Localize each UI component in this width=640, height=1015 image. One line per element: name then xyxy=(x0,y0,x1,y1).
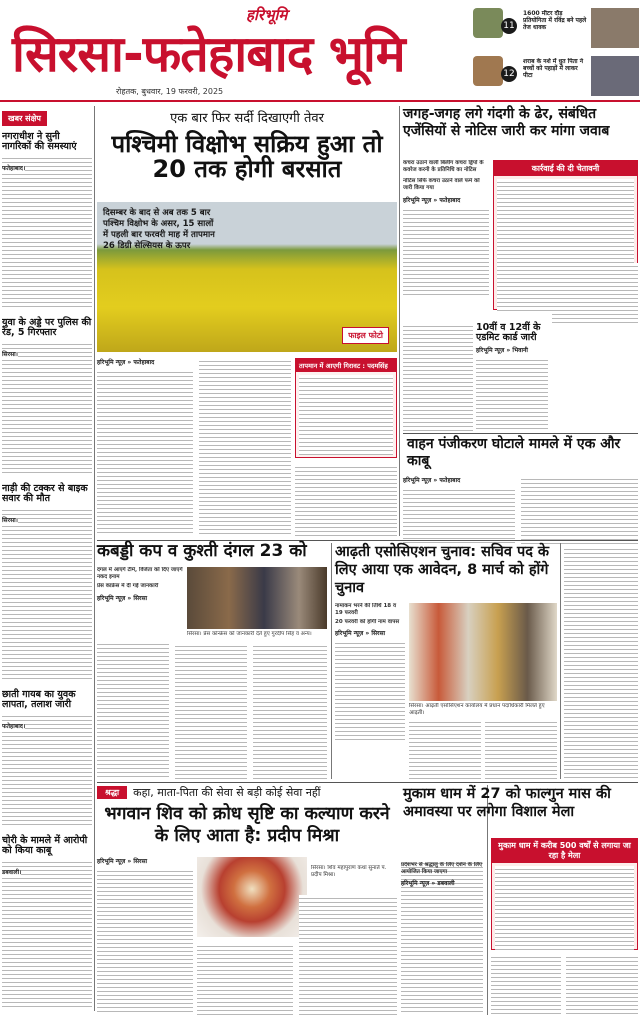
teaser-text: शराब के नशे में धुत पिता ने बच्चों को पहाड़ों में लाकर पीटा xyxy=(523,58,584,79)
aadhti-left xyxy=(335,603,405,773)
notice-headline: जगह-जगह लगे गंदगी के ढेर, संबंधित एजेंसियों से नोटिस जारी कर मांगा जवाब xyxy=(403,106,610,139)
vehicle-byline: हरिभूमि न्यूज़ » फतेहाबाद xyxy=(403,477,461,484)
mela-body-2 xyxy=(491,954,561,1015)
brief-location: फतेहाबाद। xyxy=(2,722,26,730)
brief-headline: चोरी के मामले में आरोपी को किया काबू xyxy=(2,834,88,856)
notice-left-col xyxy=(403,160,489,320)
kabaddi-headline: कबड्डी कप व कुश्ती दंगल 23 को xyxy=(97,541,307,561)
exam-headline: 10वीं व 12वीं के एडमिट कार्ड जारी xyxy=(476,322,541,343)
temp-box-title: तापमान में आएगी गिरावट : पदमसिंह xyxy=(296,359,396,372)
shiv-kicker-row xyxy=(97,785,397,800)
aadhti-caption: सिरसा। आढ़ती एसोसिएशन कार्यालय में प्रधान पदाधिकारी मिलते हुए आढ़ती। xyxy=(409,703,545,716)
aadhti-bullet: नामांकन भरने की तिथि 18 व 19 फरवरी xyxy=(335,603,397,616)
sidebar-label: खबर संक्षेप xyxy=(2,111,47,126)
teaser-2[interactable] xyxy=(473,56,640,98)
body-text xyxy=(476,357,548,429)
brief-location: फतेहाबाद। xyxy=(2,164,26,172)
brief-body xyxy=(2,155,92,310)
vehicle-story-continued xyxy=(564,546,638,778)
lead-kicker: एक बार फिर सर्दी दिखाएगी तेवर xyxy=(170,111,324,126)
lead-body-right xyxy=(295,464,397,536)
aadhti-body-2 xyxy=(409,719,481,780)
body-text xyxy=(97,868,193,1013)
exam-brief xyxy=(476,323,548,433)
body-text xyxy=(403,487,515,545)
action-box-continued xyxy=(552,263,638,323)
teaser-1[interactable] xyxy=(473,8,640,50)
aadhti-byline: हरिभूमि न्यूज़ » सिरसा xyxy=(335,630,386,637)
temperature-box xyxy=(295,358,397,458)
lead-story xyxy=(97,106,397,536)
shiv-body-3 xyxy=(299,895,397,1015)
brief-headline: छाती गायब का युवक लापता, तलाश जारी xyxy=(2,688,76,710)
brief-body xyxy=(2,507,92,682)
brief-body xyxy=(2,341,92,476)
kabaddi-photo xyxy=(187,567,327,629)
vehicle-col-2 xyxy=(521,476,638,546)
shiv-story xyxy=(97,785,397,1015)
temp-box-text xyxy=(299,375,393,455)
mela-box-text xyxy=(495,866,634,950)
shiv-body-2 xyxy=(197,943,293,1015)
notice-byline: हरिभूमि न्यूज़ » फतेहाबाद xyxy=(403,197,461,204)
lead-photo xyxy=(97,202,397,352)
shiv-label: श्रद्धा xyxy=(97,786,127,799)
brand-name: हरिभूमि xyxy=(246,6,288,24)
kabaddi-body-2 xyxy=(175,643,247,780)
brief-headline: युवा के अड्डे पर पुलिस की रेड, 5 गिरफ्तार xyxy=(2,316,92,338)
body-text xyxy=(97,369,193,534)
masthead xyxy=(0,0,640,100)
aadhti-bullet: 20 फरवरी को होगी नाम वापस xyxy=(335,619,400,625)
teaser-page-badge: 12 xyxy=(501,66,517,82)
mela-body-3 xyxy=(566,954,638,1015)
teaser-photo xyxy=(473,56,503,86)
aadhti-body-3 xyxy=(485,719,557,780)
brief-location: सिरसा। xyxy=(2,350,18,358)
page-title: सिरसा-फतेहाबाद भूमि xyxy=(12,25,405,83)
brief-headline: नगराधीश ने सुनी नागरिकों की समस्याएं xyxy=(2,131,77,152)
shiv-left xyxy=(97,857,193,1015)
brief-body xyxy=(2,713,92,828)
shiv-headline: भगवान शिव को क्रोध सृष्टि का कल्याण करने के लिए आता है: प्रदीप मिश्रा xyxy=(104,804,390,846)
kabaddi-story xyxy=(97,543,327,780)
mela-byline: हरिभूमि न्यूज़ » डबवाली xyxy=(401,880,455,887)
teaser-photo-2 xyxy=(591,56,639,96)
mela-bullet: प्रदेशभर से श्रद्धालु के लिए दर्शन के लिए आयोजित किया जाएगा xyxy=(401,862,483,875)
sidebar-briefs xyxy=(2,106,92,1015)
notice-continued xyxy=(403,323,473,433)
action-box-title: कार्रवाई की दी चेतावनी xyxy=(494,161,637,176)
kabaddi-byline: हरिभूमि न्यूज़ » सिरसा xyxy=(97,595,148,602)
body-text xyxy=(403,207,489,297)
lead-body-mid xyxy=(199,358,291,536)
mela-headline: मुकाम धाम में 27 को फाल्गुन मास की अमावस्या पर लगेगा विशाल मेला xyxy=(403,786,611,820)
shiv-byline: हरिभूमि न्यूज़ » सिरसा xyxy=(97,858,148,865)
lead-headline: पश्चिमी विक्षोभ सक्रिय हुआ तो 20 तक होगी बरसात xyxy=(111,130,383,184)
kabaddi-caption: सिरसा। प्रेस कॉन्फ्रेंस को जानकारी देते हुए गुरदीप सिंह व अन्य। xyxy=(187,631,312,637)
teaser-text: 1600 मीटर दौड़ प्रतियोगिता में रविंद्र बने पहले तेज धावक xyxy=(523,10,587,31)
mela-bullet-wrap xyxy=(401,862,485,887)
teaser-photo-2 xyxy=(591,8,639,48)
brief-body xyxy=(2,859,92,1009)
mela-box xyxy=(491,838,638,950)
notice-bullet: नोटिस सिर्फ कचरा उठाने वाले फर्म को जारी किया गया xyxy=(403,178,480,191)
shiv-photo xyxy=(197,857,307,937)
brief-location: डबवाली। xyxy=(2,868,22,876)
lead-byline: हरिभूमि न्यूज़ » फतेहाबाद xyxy=(97,359,155,366)
teaser-page-badge: 11 xyxy=(501,18,517,34)
aadhti-headline: आढ़ती एसोसिएशन चुनाव: सचिव पद के लिए आया एक आवेदन, 8 मार्च को होंगे चुनाव xyxy=(335,544,550,596)
aadhti-story xyxy=(335,543,557,780)
kabaddi-bullet: दंगल में आएंगे टीमें, विजेता को दिए जाएंगे नकद इनाम xyxy=(97,567,183,580)
mela-box-title: मुकाम धाम में करीब 500 वर्षों से लगाया जा रहा है मेला xyxy=(492,839,637,863)
photo-credit: फाइल फोटो xyxy=(342,327,389,344)
exam-byline: हरिभूमि न्यूज़ » भिवानी xyxy=(476,346,528,354)
vehicle-col-1 xyxy=(403,476,515,546)
teaser-photo xyxy=(473,8,503,38)
dateline: रोहतक, बुधवार, 19 फरवरी, 2025 xyxy=(116,87,224,96)
shiv-caption: सिरसा। शिव महापुराण कथा सुनाते पं. प्रदीप मिश्रा। xyxy=(311,865,387,878)
kabaddi-body-1 xyxy=(97,641,169,780)
lead-body-left xyxy=(97,358,193,536)
pullquote: दिसम्बर के बाद से अब तक 5 बार पश्चिम विक्षोभ के असर, 15 सालों में पहली बार फरवरी माह में तापमान 26 डिग्री सेल्सियस के ऊपर xyxy=(103,208,215,251)
kabaddi-bullets xyxy=(97,567,183,602)
vehicle-story xyxy=(403,436,638,546)
shiv-kicker: कहा, माता-पिता की सेवा से बड़ी कोई सेवा नहीं xyxy=(133,786,321,799)
kabaddi-body-3 xyxy=(253,643,327,780)
vehicle-headline: वाहन पंजीकरण घोटाले मामले में एक और काबू xyxy=(407,436,621,469)
notice-bullet: कचरा उठाने वाली बिलींग कचरा ड्रिपों के कवरेज करनी के प्रतिनिधि का नोटिस xyxy=(403,160,484,173)
brief-location: सिरसा। xyxy=(2,516,18,524)
body-text xyxy=(335,640,405,740)
kabaddi-bullet: प्रेस कांफ्रेंस में दी गई जानकारी xyxy=(97,583,159,589)
brief-headline: नाड़ी की टक्कर से बाइक सवार की मौत xyxy=(2,482,88,504)
aadhti-photo xyxy=(409,603,557,701)
